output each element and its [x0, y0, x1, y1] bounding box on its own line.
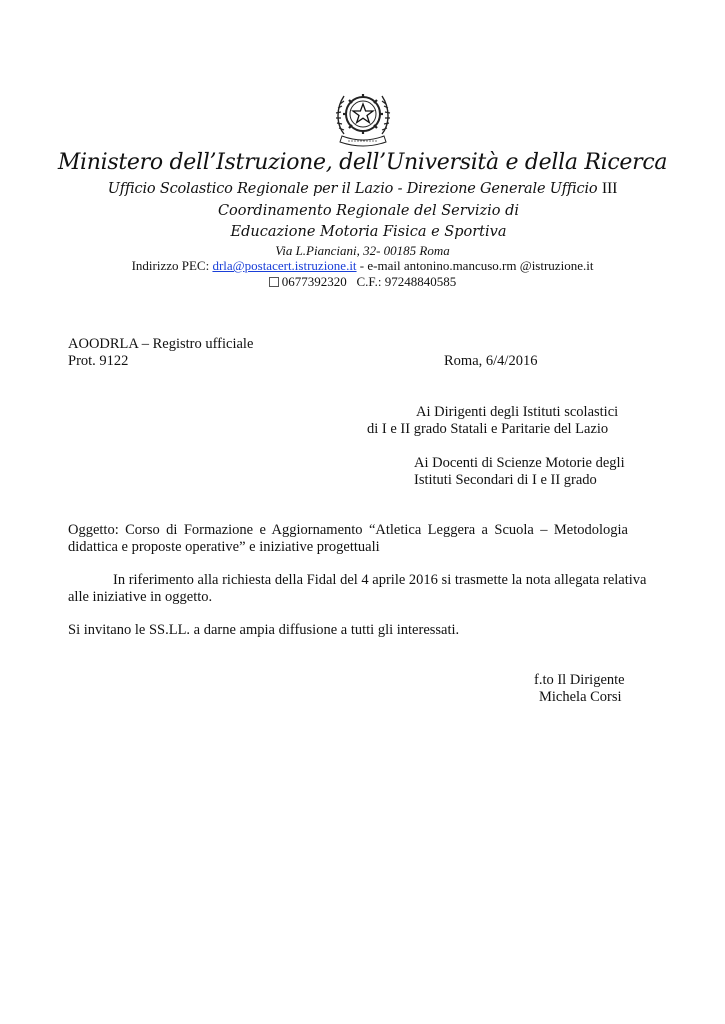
paragraph-2: Si invitano le SS.LL. a darne ampia diffusione a tutti gli interessati. [68, 622, 460, 638]
office-address: Via L.Pianciani, 32- 00185 Roma [275, 243, 450, 258]
email-text: - e-mail antonino.mancuso.rm @istruzione.it [359, 258, 594, 273]
recipient-1-line-1: Ai Dirigenti degli Istituti scolastici [416, 404, 619, 420]
pec-label: Indirizzo PEC: [131, 258, 210, 273]
subject-line-2: didattica e proposte operative” e iniziative progettuali [68, 539, 380, 555]
office-number: III [601, 180, 618, 197]
coordination-line-2: Educazione Motoria Fisica e Sportiva [230, 224, 507, 240]
recipient-2-line-2: Istituti Secondari di I e II grado [414, 472, 597, 488]
coordination-line-1: Coordinamento Regionale del Servizio di [217, 203, 520, 219]
office-name: Ufficio Scolastico Regionale per il Lazio - Direzione Generale Ufficio [107, 181, 598, 197]
phone-number: 0677392320 [281, 274, 347, 289]
phone-line [0, 274, 725, 290]
office-line [0, 180, 725, 198]
paragraph-1-line-1: In riferimento alla richiesta della Fidal del 4 aprile 2016 si trasmette la nota allegata relativa [113, 572, 647, 588]
recipient-1-line-2: di I e II grado Statali e Paritarie del Lazio [367, 421, 609, 437]
signature-title: f.to Il Dirigente [534, 672, 625, 688]
protocol-number: Prot. 9122 [68, 353, 129, 369]
place-date: Roma, 6/4/2016 [444, 353, 538, 369]
emblem-of-italy-icon [334, 84, 392, 148]
contact-line [0, 258, 725, 274]
recipient-2-line-1: Ai Docenti di Scienze Motorie degli [414, 455, 625, 471]
subject-line-1: Oggetto: Corso di Formazione e Aggiornamento “Atletica Leggera a Scuola – Metodologia [68, 522, 628, 538]
signature-name: Michela Corsi [539, 689, 622, 705]
ministry-title: Ministero dell’Istruzione, dell’Università e della Ricerca [57, 150, 668, 175]
registry-line: AOODRLA – Registro ufficiale [68, 336, 254, 352]
pec-email-link[interactable]: drla@postacert.istruzione.it [212, 258, 357, 273]
phone-icon [269, 277, 279, 287]
paragraph-1-line-2: alle iniziative in oggetto. [68, 589, 213, 605]
fiscal-code: C.F.: 97248840585 [356, 274, 457, 289]
